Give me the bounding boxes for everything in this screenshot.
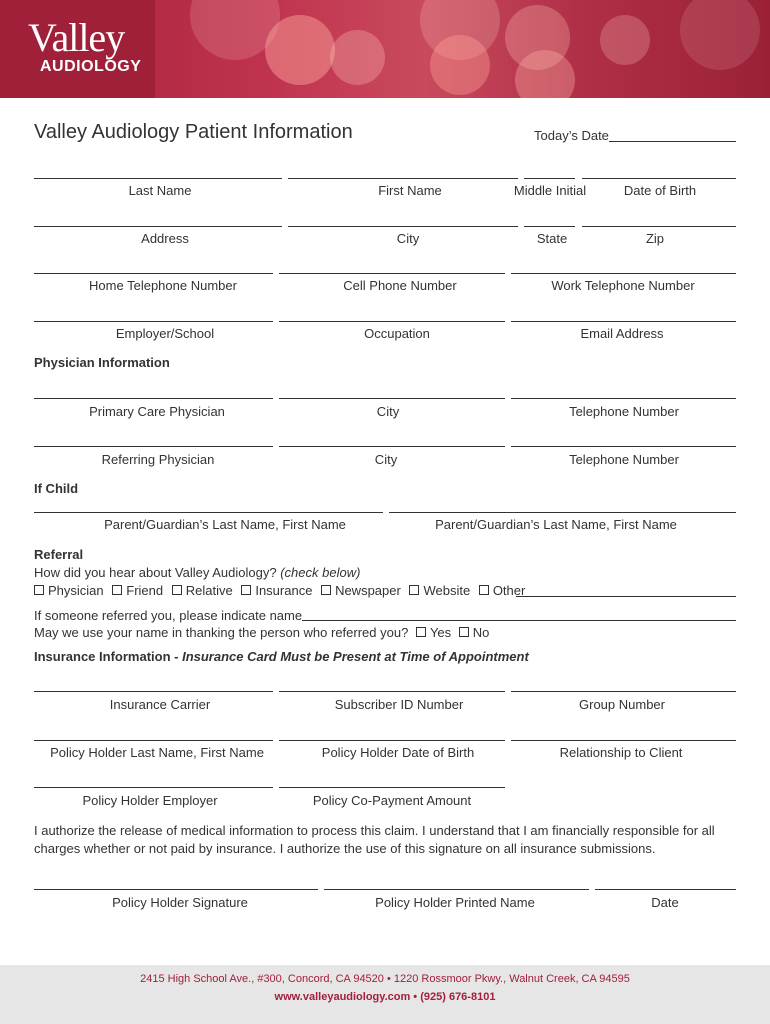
cell-phone-field[interactable] — [279, 273, 505, 274]
first-name-label: First Name — [378, 183, 442, 198]
todays-date-field[interactable] — [609, 141, 736, 142]
primary-care-field[interactable] — [34, 398, 273, 399]
option-physician[interactable] — [34, 583, 104, 598]
primary-care-label: Primary Care Physician — [89, 404, 225, 419]
option-label: Relative — [185, 583, 233, 598]
referring-city-field[interactable] — [279, 446, 505, 447]
copayment-field[interactable] — [279, 787, 505, 788]
checkbox-icon[interactable] — [241, 585, 251, 595]
occupation-label: Occupation — [364, 326, 430, 341]
option-label: Physician — [48, 583, 104, 598]
signature-field[interactable] — [34, 889, 318, 890]
address-label: Address — [141, 231, 189, 246]
referring-city-label: City — [374, 452, 398, 467]
checkbox-icon[interactable] — [479, 585, 489, 595]
employer-field[interactable] — [34, 321, 273, 322]
option-relative[interactable] — [172, 583, 233, 598]
insurance-heading-note: Insurance Card Must be Present at Time of Appointment — [182, 649, 529, 664]
work-telephone-field[interactable] — [511, 273, 736, 274]
work-telephone-label: Work Telephone Number — [551, 278, 695, 293]
referral-question — [34, 565, 360, 580]
option-label: Other — [492, 583, 526, 598]
last-name-field[interactable] — [34, 178, 282, 179]
option-label: Newspaper — [335, 583, 401, 598]
primary-city-field[interactable] — [279, 398, 505, 399]
policy-holder-dob-label: Policy Holder Date of Birth — [321, 745, 475, 760]
child-heading: If Child — [34, 481, 79, 496]
state-label: State — [536, 231, 568, 246]
state-field[interactable] — [524, 226, 575, 227]
policy-holder-name-label: Policy Holder Last Name, First Name — [50, 745, 264, 760]
header-banner — [0, 0, 770, 98]
referred-by-label: If someone referred you, please indicate name — [34, 608, 303, 623]
option-label: Insurance — [255, 583, 313, 598]
policy-holder-employer-label: Policy Holder Employer — [82, 793, 218, 808]
policy-holder-dob-field[interactable] — [279, 740, 505, 741]
guardian-name-label-2: Parent/Guardian’s Last Name, First Name — [435, 517, 677, 532]
insurance-heading — [34, 649, 529, 664]
insurance-heading-text: Insurance Information - — [34, 649, 183, 664]
home-telephone-label: Home Telephone Number — [89, 278, 237, 293]
employer-label: Employer/School — [115, 326, 215, 341]
yes-option[interactable] — [416, 625, 451, 640]
footer-address: 2415 High School Ave., #300, Concord, CA 94520 • 1220 Rossmoor Pkwy., Walnut Creek, CA 94595 — [140, 973, 630, 985]
checkbox-icon[interactable] — [112, 585, 122, 595]
address-field[interactable] — [34, 226, 282, 227]
checkbox-icon[interactable] — [172, 585, 182, 595]
referring-physician-field[interactable] — [34, 446, 273, 447]
checkbox-icon[interactable] — [409, 585, 419, 595]
referral-question-note: (check below) — [280, 565, 361, 580]
option-website[interactable] — [409, 583, 470, 598]
checkbox-icon[interactable] — [459, 627, 469, 637]
signature-date-label: Date — [651, 895, 679, 910]
email-field[interactable] — [511, 321, 736, 322]
occupation-field[interactable] — [279, 321, 505, 322]
guardian-name-field-2[interactable] — [389, 512, 736, 513]
date-of-birth-label: Date of Birth — [623, 183, 697, 198]
logo-subtitle: AUDIOLOGY — [40, 58, 142, 75]
guardian-name-label-1: Parent/Guardian’s Last Name, First Name — [104, 517, 346, 532]
option-insurance[interactable] — [241, 583, 312, 598]
primary-city-label: City — [376, 404, 400, 419]
other-field[interactable] — [516, 596, 736, 597]
yes-label: Yes — [429, 625, 452, 640]
primary-telephone-field[interactable] — [511, 398, 736, 399]
referral-heading: Referral — [34, 547, 84, 562]
no-option[interactable] — [459, 625, 490, 640]
todays-date-label: Today’s Date — [534, 128, 609, 143]
printed-name-field[interactable] — [324, 889, 589, 890]
thank-question — [34, 625, 489, 640]
no-label: No — [472, 625, 490, 640]
checkbox-icon[interactable] — [321, 585, 331, 595]
policy-holder-employer-field[interactable] — [34, 787, 273, 788]
referral-question-text: How did you hear about Valley Audiology? — [34, 565, 277, 580]
primary-telephone-label: Telephone Number — [569, 404, 679, 419]
relationship-label: Relationship to Client — [559, 745, 683, 760]
insurance-carrier-field[interactable] — [34, 691, 273, 692]
logo-wordmark: Valley — [28, 15, 125, 60]
thank-question-label: May we use your name in thanking the person who referred you? — [34, 625, 409, 640]
printed-name-label: Policy Holder Printed Name — [375, 895, 535, 910]
option-newspaper[interactable] — [321, 583, 401, 598]
cell-phone-label: Cell Phone Number — [343, 278, 457, 293]
city-field[interactable] — [288, 226, 518, 227]
email-label: Email Address — [580, 326, 664, 341]
date-of-birth-field[interactable] — [582, 178, 736, 179]
referred-by-field[interactable] — [302, 620, 736, 621]
physician-heading: Physician Information — [34, 355, 170, 370]
group-number-label: Group Number — [579, 697, 665, 712]
policy-holder-name-field[interactable] — [34, 740, 273, 741]
checkbox-icon[interactable] — [34, 585, 44, 595]
relationship-field[interactable] — [511, 740, 736, 741]
insurance-carrier-label: Insurance Carrier — [109, 697, 211, 712]
option-label: Website — [423, 583, 471, 598]
zip-label: Zip — [645, 231, 665, 246]
authorization-text: I authorize the release of medical information to process this claim. I understand that I am financially responsible for all charges whether or not paid by insurance. I authorize the use of this signature on all insurance submissions. — [34, 823, 715, 856]
signature-label: Policy Holder Signature — [112, 895, 248, 910]
referring-physician-label: Referring Physician — [101, 452, 215, 467]
home-telephone-field[interactable] — [34, 273, 273, 274]
guardian-name-field-1[interactable] — [34, 512, 383, 513]
last-name-label: Last Name — [128, 183, 192, 198]
footer-contact: www.valleyaudiology.com • (925) 676-8101 — [274, 991, 496, 1003]
city-label: City — [396, 231, 420, 246]
referring-telephone-label: Telephone Number — [569, 452, 679, 467]
page-title: Valley Audiology Patient Information — [34, 121, 353, 143]
middle-initial-field[interactable] — [524, 178, 575, 179]
option-friend[interactable] — [112, 583, 163, 598]
copayment-label: Policy Co-Payment Amount — [312, 793, 472, 808]
middle-initial-label: Middle Initial — [513, 183, 587, 198]
subscriber-id-field[interactable] — [279, 691, 505, 692]
referring-telephone-field[interactable] — [511, 446, 736, 447]
referral-options — [34, 583, 530, 598]
signature-date-field[interactable] — [595, 889, 736, 890]
checkbox-icon[interactable] — [416, 627, 426, 637]
option-label: Friend — [126, 583, 164, 598]
group-number-field[interactable] — [511, 691, 736, 692]
logo — [0, 0, 155, 98]
first-name-field[interactable] — [288, 178, 518, 179]
subscriber-id-label: Subscriber ID Number — [334, 697, 464, 712]
zip-field[interactable] — [582, 226, 736, 227]
